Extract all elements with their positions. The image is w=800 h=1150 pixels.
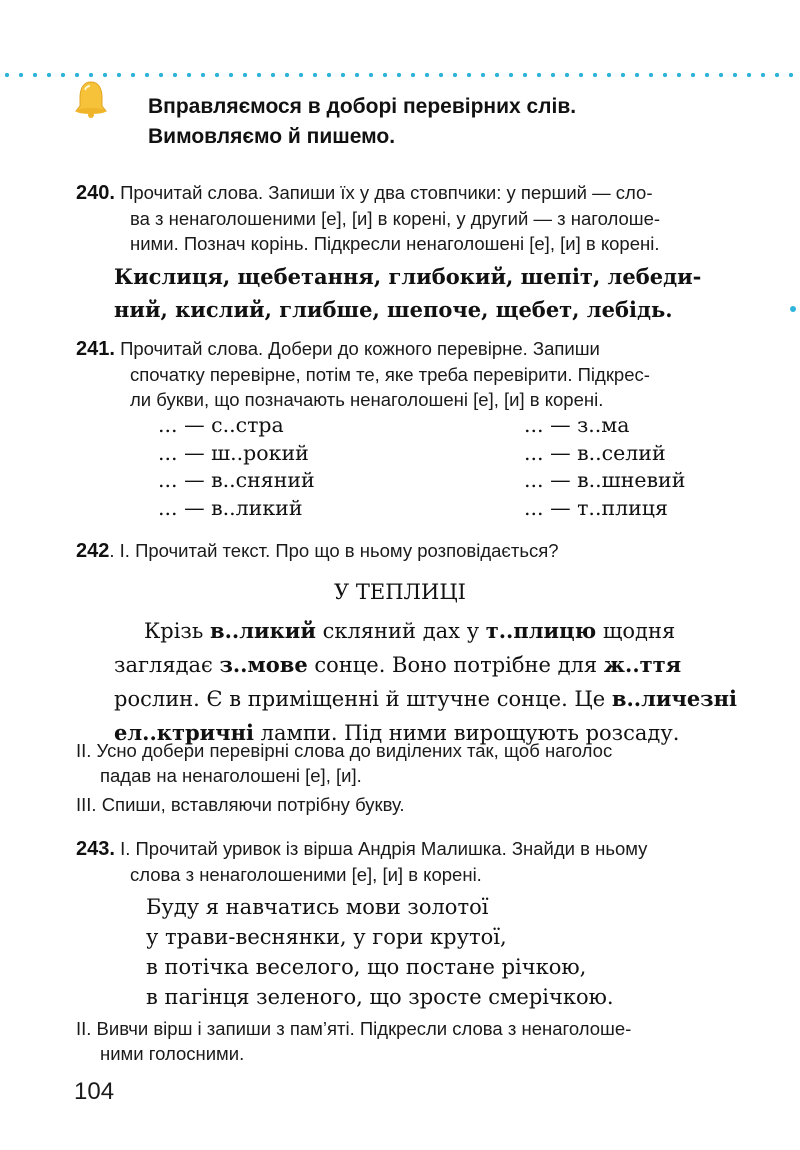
word-list-line: ний, кислий, глибше, шепоче, щебет, лебідь. — [114, 297, 673, 322]
exercise-240 — [76, 180, 660, 256]
header-line-1: Вправляємося в доборі перевірних слів. — [148, 95, 577, 118]
bell-icon — [70, 78, 112, 120]
highlighted-word: т..плицю — [485, 618, 597, 643]
text-fragment: рослин. Є в приміщенні й штучне сонце. Це — [114, 687, 612, 711]
exercise-text-line: ними. Познач корінь. Підкресли ненаголошені [е], [и] в корені. — [130, 233, 660, 254]
poem-line: в пагінця зеленого, що зросте смерічкою. — [146, 985, 614, 1009]
highlighted-word: в..личезні — [611, 686, 737, 711]
text-fragment: сонце. Воно потрібне для — [307, 653, 604, 677]
exercise-text-line: Прочитай слова. Запиши їх у два стовпчики: у перший — сло- — [120, 182, 653, 203]
task-243-2-line-1: ІІ. Вивчи вірш і запиши з пам’яті. Підкресли слова з ненаголоше- — [76, 1018, 632, 1039]
word-pair: ... — с..стра — [158, 413, 284, 437]
text-fragment: лампи. Під ними вирощують розсаду. — [253, 721, 680, 745]
word-column-left — [158, 412, 315, 522]
poem-line: Буду я навчатись мови золотої — [146, 895, 489, 919]
exercise-text-line: І. Прочитай уривок із вірша Андрія Малишка. Знайди в ньому — [114, 838, 648, 859]
highlighted-word: ел..ктричні — [114, 720, 254, 745]
header-line-2: Вимовляємо й пишемо. — [148, 125, 396, 148]
page-number: 104 — [74, 1078, 115, 1105]
lesson-header — [148, 92, 576, 152]
exercise-text-line: ва з ненаголошеними [е], [и] в корені, у другий — з наголоше- — [130, 208, 661, 229]
word-pair: ... — т..плиця — [524, 495, 668, 520]
text-fragment: скляний дах у — [315, 619, 486, 643]
text-fragment: щодня — [596, 619, 676, 643]
task-243-2-line-2: ними голосними. — [100, 1043, 245, 1064]
highlighted-word: ж..ття — [603, 652, 682, 677]
reading-text — [114, 614, 737, 750]
exercise-text-line: спочатку перевірне, потім те, яке треба перевірити. Підкрес- — [130, 364, 650, 385]
highlighted-word: з..мове — [219, 652, 308, 677]
word-pair: ... — в..селий — [524, 440, 666, 465]
exercise-243 — [76, 836, 647, 887]
word-pair: ... — в..ликий — [158, 495, 303, 520]
word-pair: ... — ш..рокий — [158, 440, 309, 465]
text-title: У ТЕПЛИЦІ — [334, 580, 466, 604]
exercise-text-line: . І. Прочитай текст. Про що в ньому розповідається? — [109, 540, 559, 561]
text-fragment: Крізь — [144, 619, 210, 643]
word-pair: ... — в..сняний — [158, 468, 315, 492]
word-pair: ... — в..шневий — [524, 468, 686, 492]
exercise-number: 243. — [76, 838, 115, 860]
margin-dot — [790, 306, 796, 312]
dotted-divider — [0, 72, 800, 78]
task-242-2-line-2: падав на ненаголошені [е], [и]. — [100, 765, 362, 786]
poem — [146, 892, 614, 1012]
exercise-number: 240. — [76, 182, 115, 204]
poem-line: в потічка веселого, що постане річкою, — [146, 955, 587, 979]
word-list-240 — [114, 260, 734, 326]
exercise-number: 241. — [76, 338, 115, 360]
exercise-text-line: Прочитай слова. Добери до кожного перевірне. Запиши — [120, 338, 600, 359]
text-fragment: заглядає — [114, 653, 220, 677]
highlighted-word: в..ликий — [209, 618, 316, 643]
exercise-number: 242 — [76, 540, 110, 562]
exercise-242 — [76, 538, 559, 564]
exercise-241 — [76, 336, 650, 412]
exercise-text-line: слова з ненаголошеними [е], [и] в корені. — [130, 864, 482, 885]
task-242-3: ІІІ. Спиши, вставляючи потрібну букву. — [76, 794, 405, 815]
poem-line: у трави-веснянки, у гори крутої, — [146, 925, 507, 949]
task-242-2-line-1: ІІ. Усно добери перевірні слова до виділених так, щоб наголос — [76, 740, 613, 761]
word-column-right — [524, 412, 685, 522]
word-pair: ... — з..ма — [524, 413, 630, 437]
word-list-line: Кислиця, щебетання, глибокий, шепіт, лебеди- — [114, 264, 702, 289]
exercise-text-line: ли букви, що позначають ненаголошені [е], [и] в корені. — [130, 389, 604, 410]
